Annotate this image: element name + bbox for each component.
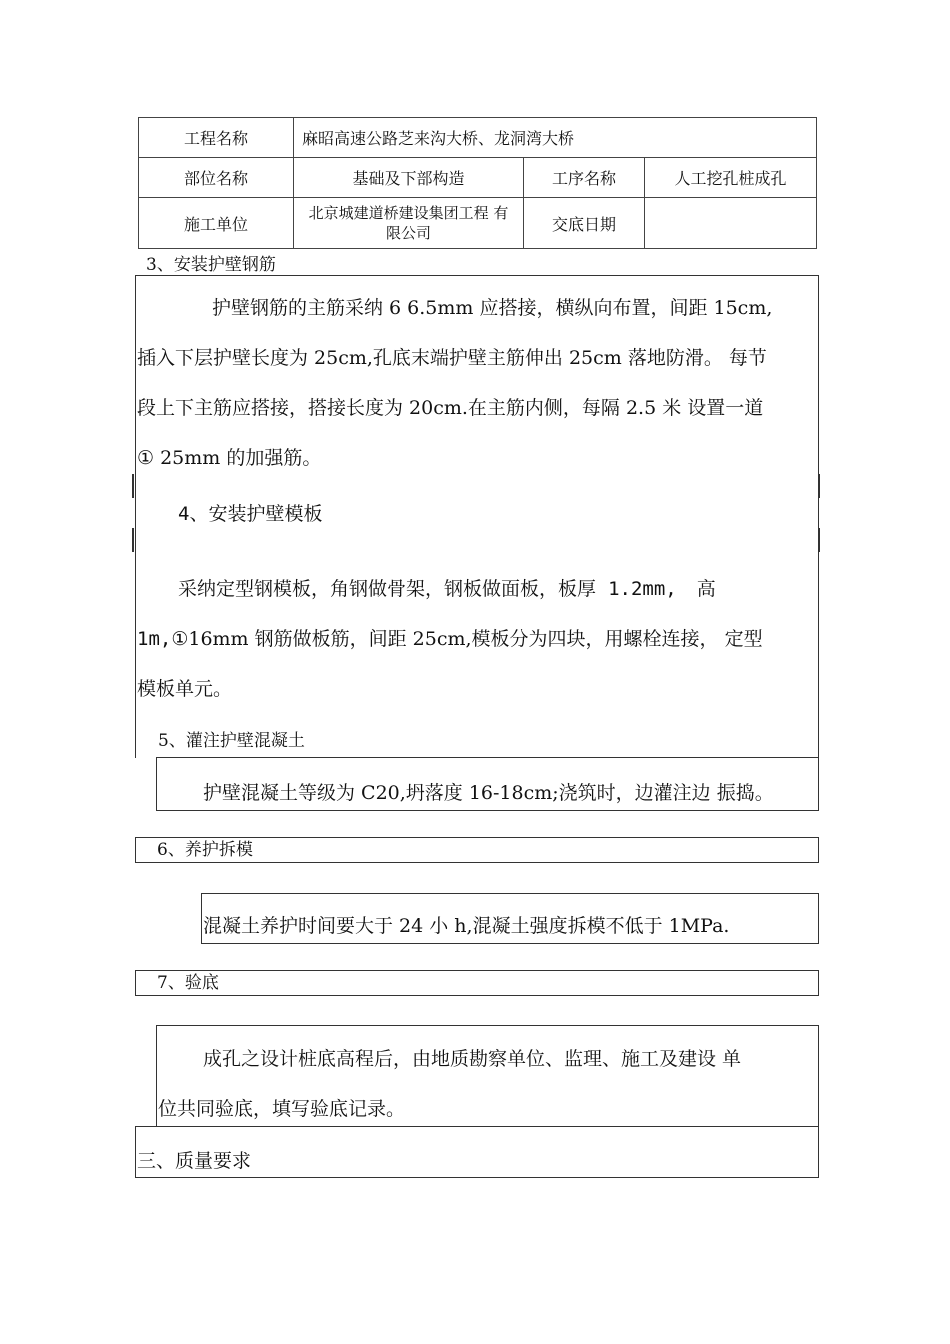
section-4-heading: 4、安装护壁模板 (178, 503, 323, 525)
section-7-heading: 7、验底 (157, 973, 219, 993)
section-4-line (137, 627, 763, 651)
section-5-line: 护壁混凝土等级为 C20,坍落度 16-18cm;浇筑时，边灌注边 振捣。 (203, 782, 774, 804)
section-7-line: 成孔之设计桩底高程后，由地质勘察单位、监理、施工及建设 单 (203, 1048, 742, 1070)
quality-heading-box (135, 1126, 819, 1178)
section-4-text: 采纳定型钢模板，角钢做骨架，钢板做面板，板厚 (178, 578, 597, 600)
process-name-label: 工序名称 (524, 158, 645, 198)
section-4-text: 高 (696, 578, 716, 600)
process-name-value: 人工挖孔桩成孔 (645, 158, 817, 198)
section-7-line: 位共同验底，填写验底记录。 (158, 1098, 406, 1120)
divider (135, 275, 136, 758)
section-7-box (156, 1025, 819, 1127)
project-name-value: 麻昭高速公路芝来沟大桥、龙洞湾大桥 (294, 118, 817, 158)
divider (818, 275, 819, 758)
section-4-text: 1m, (137, 628, 172, 650)
section-3-line: 段上下主筋应搭接，搭接长度为 20cm.在主筋内侧，每隔 2.5 米 设置一道 (137, 397, 764, 419)
section-4-line: 模板单元。 (137, 678, 233, 700)
section-5-heading: 5、灌注护壁混凝土 (158, 731, 305, 751)
section-6-line: 混凝土养护时间要大于 24 小 h,混凝土强度拆模不低于 1MPa. (203, 915, 730, 937)
project-name-label: 工程名称 (139, 118, 294, 158)
section-7-heading-box (135, 970, 819, 996)
section-6-box (201, 893, 819, 944)
section-4-line (178, 577, 716, 601)
divider (132, 528, 134, 552)
table-row (139, 158, 817, 198)
construction-unit-value (294, 198, 524, 249)
project-info-table (138, 117, 817, 249)
divider (818, 528, 820, 552)
section-5-box (156, 757, 819, 811)
section-3-line: ① 25mm 的加强筋。 (137, 447, 322, 469)
part-name-label: 部位名称 (139, 158, 294, 198)
part-name-value: 基础及下部构造 (294, 158, 524, 198)
section-4-text: ①16mm 钢筋做板筋，间距 25cm,模板分为四块，用螺栓连接， 定型 (171, 628, 763, 650)
divider (135, 275, 819, 276)
construction-unit-line: 北京城建道桥建设集团工程 有 (308, 204, 509, 222)
quality-heading: 三、质量要求 (137, 1150, 252, 1172)
divider (132, 474, 134, 498)
construction-unit-line: 限公司 (385, 224, 431, 242)
handover-date-label: 交底日期 (524, 198, 645, 249)
section-6-heading-box (135, 837, 819, 863)
section-3-heading: 3、安装护壁钢筋 (146, 255, 276, 275)
table-row (139, 118, 817, 158)
table-row (139, 198, 817, 249)
handover-date-value (645, 198, 817, 249)
section-6-heading: 6、养护拆模 (157, 840, 253, 860)
section-3-line: 插入下层护壁长度为 25cm,孔底末端护壁主筋伸出 25cm 落地防滑。 每节 (137, 347, 767, 369)
section-4-text: 1.2mm, (608, 578, 677, 600)
divider (818, 474, 820, 498)
construction-unit-label: 施工单位 (139, 198, 294, 249)
section-3-line: 护壁钢筋的主筋采纳 6 6.5mm 应搭接，横纵向布置，间距 15cm, (212, 297, 773, 319)
